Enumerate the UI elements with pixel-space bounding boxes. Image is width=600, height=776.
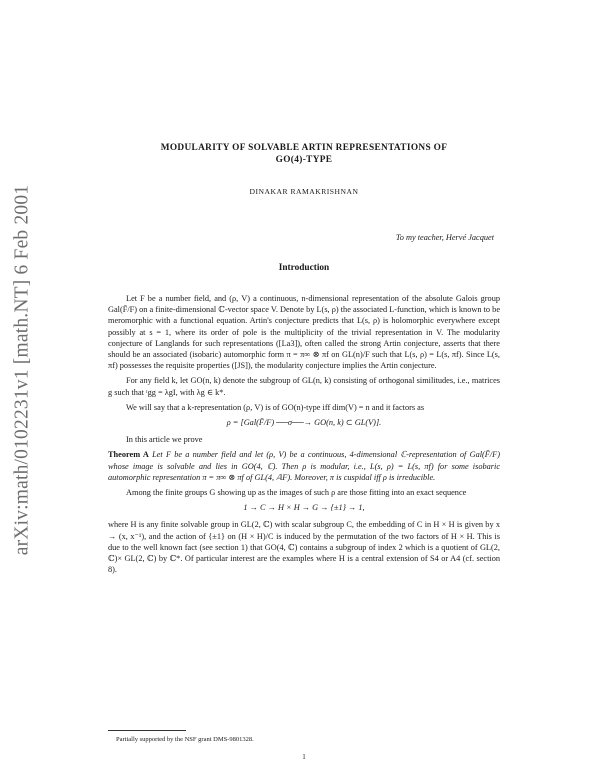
paragraph-5: Among the finite groups G showing up as the images of such ρ are those fitting into an exact sequence (126, 488, 467, 498)
arxiv-sidebar-stamp (2, 150, 42, 590)
paper-title (108, 142, 500, 166)
title-line-1: MODULARITY OF SOLVABLE ARTIN REPRESENTATIONS OF (160, 143, 448, 153)
theorem-a (108, 449, 500, 483)
equation-rho-factorization: ρ = [Gal(F̄/F) ──σ──→ GO(n, k) ⊂ GL(V)]. (226, 418, 382, 428)
dedication: To my teacher, Hervé Jacquet (395, 233, 494, 242)
theorem-statement: Let F be a number field and let (ρ, V) be a continuous, 4-dimensional ℂ-representation of Gal(F̄/F) whose image is solvable and lies in GO(4, ℂ). Then ρ is modular, i.e., L(s, ρ) = L(s, πf) for some isobaric automorphic representation π = π∞ ⊗ πf of GL(4, 𝔸F). Moreover, π is cuspidal iff ρ is irreducible. (108, 450, 500, 482)
page-number: 1 (302, 753, 306, 761)
paragraph-1: Let F be a number field, and (ρ, V) a continuous, n-dimensional representation of the absolute Galois group Gal(F̄/F) on a finite-dimensional ℂ-vector space V. Denote by L(s, ρ) the associated L-function, which is known to be meromorphic with a functional equation. Artin's conjecture predicts that L(s, ρ) is holomorphic everywhere except possibly at s = 1, where its order of pole is the multiplicity of the trivial representation in V. The modularity conjecture of Langlands for such representations ([La3]), often called the strong Artin conjecture, asserts that there should be an associated (isobaric) automorphic form π = π∞ ⊗ πf on GL(n)/F such that L(s, ρ) = L(s, πf). Since L(s, πf) possesses the requisite properties ([JS]), the modularity conjecture implies the Artin conjecture. (108, 294, 500, 371)
paragraph-6: where H is any finite solvable group in GL(2, ℂ) with scalar subgroup C, the embedding of C in H × H is given by x → (x, x⁻¹), and the action of {±1} on (H × H)/C is induced by the permutation of the two factors of H × H. This is due to the well known fact (see section 1) that GO(4, ℂ) contains a subgroup of index 2 which is a quotient of GL(2, ℂ)× GL(2, ℂ) by ℂ*. Of particular interest are the examples where H is a central extension of S4 or A4 (cf. section 8). (108, 520, 500, 575)
footnote: Partially supported by the NSF grant DMS-9801328. (116, 736, 254, 743)
equation-exact-sequence: 1 → C → H × H → G → {±1} → 1, (243, 503, 365, 513)
author-name: DINAKAR RAMAKRISHNAN (249, 187, 359, 196)
section-heading-introduction: Introduction (278, 263, 330, 273)
paragraph-3: We will say that a k-representation (ρ, V) is of GO(n)-type iff dim(V) = n and it factors as (126, 402, 425, 412)
title-line-2: GO(4)-TYPE (275, 155, 333, 165)
introduction-body (108, 293, 500, 579)
arxiv-identifier: arXiv:math/0102231v1 [math.NT] 6 Feb 2001 (11, 184, 32, 556)
paragraph-4: In this article we prove (126, 435, 203, 445)
footnote-divider (108, 730, 186, 731)
paragraph-2: For any field k, let GO(n, k) denote the subgroup of GL(n, k) consisting of orthogonal similitudes, i.e., matrices g such that ᵗgg = λgI, with λg ∈ k*. (108, 376, 500, 397)
theorem-label: Theorem A (108, 450, 149, 460)
